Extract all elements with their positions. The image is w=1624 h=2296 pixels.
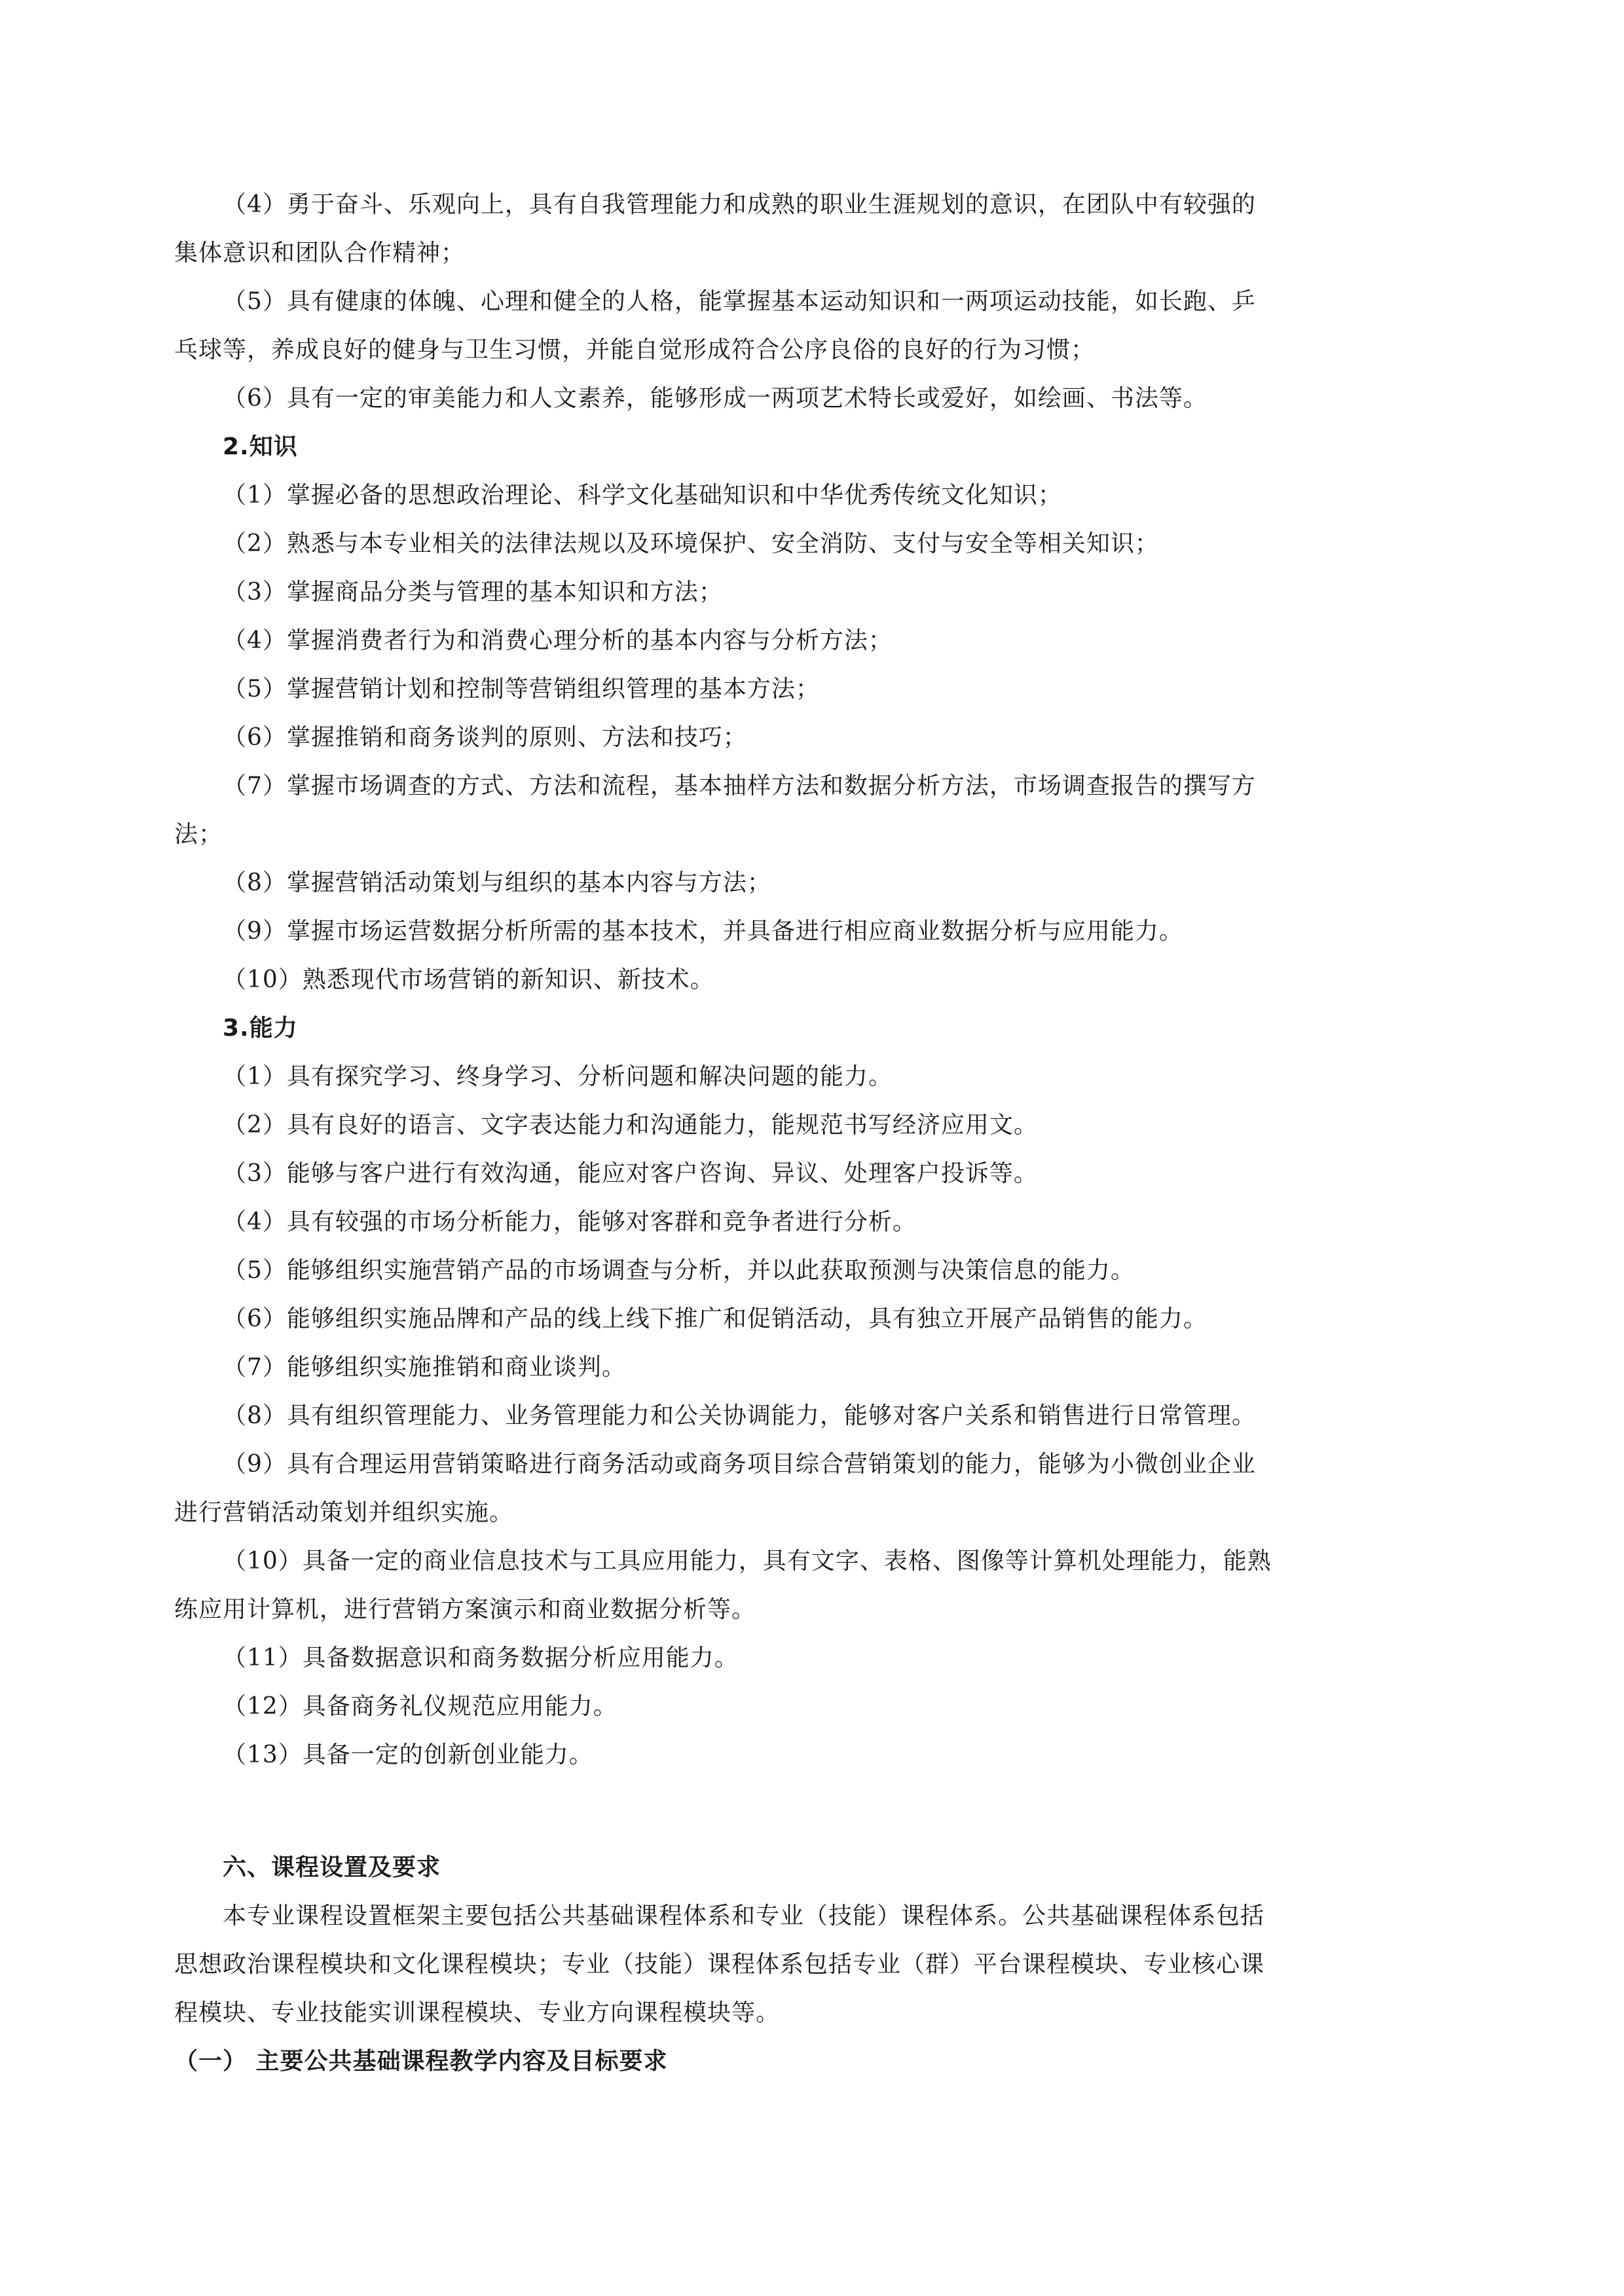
knowledge-item-7-line1: （7）掌握市场调查的方式、方法和流程，基本抽样方法和数据分析方法，市场调查报告的撰写方 [223,773,1256,799]
ability-item-12: （12）具备商务礼仪规范应用能力。 [223,1693,618,1720]
knowledge-item-3: （3）掌握商品分类与管理的基本知识和方法； [223,579,723,606]
subsection-1-title: （一） 主要公共基础课程教学内容及目标要求 [174,2048,668,2075]
section-6-paragraph-line3: 程模块、专业技能实训课程模块、专业方向课程模块等。 [174,1999,781,2026]
ability-item-5: （5）能够组织实施营销产品的市场调查与分析，并以此获取预测与决策信息的能力。 [223,1257,1135,1284]
ability-item-7: （7）能够组织实施推销和商业谈判。 [223,1354,626,1381]
section-6-paragraph-line2: 思想政治课程模块和文化课程模块；专业（技能）课程体系包括专业（群）平台课程模块、专业核心课 [174,1951,1265,1978]
ability-item-8: （8）具有组织管理能力、业务管理能力和公关协调能力，能够对客户关系和销售进行日常管理。 [223,1402,1256,1429]
ability-item-2: （2）具有良好的语言、文字表达能力和沟通能力，能规范书写经济应用文。 [223,1112,1038,1139]
ability-item-9-line2: 进行营销活动策划并组织实施。 [174,1499,514,1526]
knowledge-item-7-line2: 法； [174,821,223,848]
ability-item-10-line2: 练应用计算机，进行营销方案演示和商业数据分析等。 [174,1596,756,1623]
ability-item-10-line1: （10）具备一定的商业信息技术与工具应用能力，具有文字、表格、图像等计算机处理能力，能熟 [223,1548,1272,1575]
ability-item-1: （1）具有探究学习、终身学习、分析问题和解决问题的能力。 [223,1063,893,1090]
ability-item-11: （11）具备数据意识和商务数据分析应用能力。 [223,1645,739,1671]
knowledge-item-4: （4）掌握消费者行为和消费心理分析的基本内容与分析方法； [223,627,893,654]
quality-item-4-line1: （4）勇于奋斗、乐观向上，具有自我管理能力和成熟的职业生涯规划的意识，在团队中有较强的 [223,191,1256,218]
quality-item-4-line2: 集体意识和团队合作精神； [174,240,466,266]
ability-heading: 3.能力 [223,1015,298,1042]
ability-item-3: （3）能够与客户进行有效沟通，能应对客户咨询、异议、处理客户投诉等。 [223,1160,1038,1187]
knowledge-item-8: （8）掌握营销活动策划与组织的基本内容与方法； [223,869,771,896]
knowledge-item-6: （6）掌握推销和商务谈判的原则、方法和技巧； [223,724,747,751]
quality-item-5-line2: 乓球等，养成良好的健身与卫生习惯，并能自觉形成符合公序良俗的良好的行为习惯； [174,337,1096,363]
ability-item-9-line1: （9）具有合理运用营销策略进行商务活动或商务项目综合营销策划的能力，能够为小微创业企业 [223,1451,1256,1478]
knowledge-item-10: （10）熟悉现代市场营销的新知识、新技术。 [223,966,714,993]
ability-item-13: （13）具备一定的创新创业能力。 [223,1741,593,1768]
knowledge-item-1: （1）掌握必备的思想政治理论、科学文化基础知识和中华优秀传统文化知识； [223,482,1062,509]
knowledge-item-2: （2）熟悉与本专业相关的法律法规以及环境保护、安全消防、支付与安全等相关知识； [223,530,1159,557]
knowledge-heading: 2.知识 [223,433,298,460]
quality-item-6: （6）具有一定的审美能力和人文素养，能够形成一两项艺术特长或爱好，如绘画、书法等。 [223,385,1208,412]
ability-item-4: （4）具有较强的市场分析能力，能够对客群和竞争者进行分析。 [223,1209,917,1235]
knowledge-item-5: （5）掌握营销计划和控制等营销组织管理的基本方法； [223,676,820,702]
quality-item-5-line1: （5）具有健康的体魄、心理和健全的人格，能掌握基本运动知识和一两项运动技能，如长跑、乒 [223,288,1256,315]
section-6-title: 六、课程设置及要求 [223,1854,441,1881]
ability-item-6: （6）能够组织实施品牌和产品的线上线下推广和促销活动，具有独立开展产品销售的能力。 [223,1305,1208,1332]
section-6-paragraph-line1: 本专业课程设置框架主要包括公共基础课程体系和专业（技能）课程体系。公共基础课程体系包括 [223,1903,1265,1929]
knowledge-item-9: （9）掌握市场运营数据分析所需的基本技术，并具备进行相应商业数据分析与应用能力。 [223,918,1183,945]
